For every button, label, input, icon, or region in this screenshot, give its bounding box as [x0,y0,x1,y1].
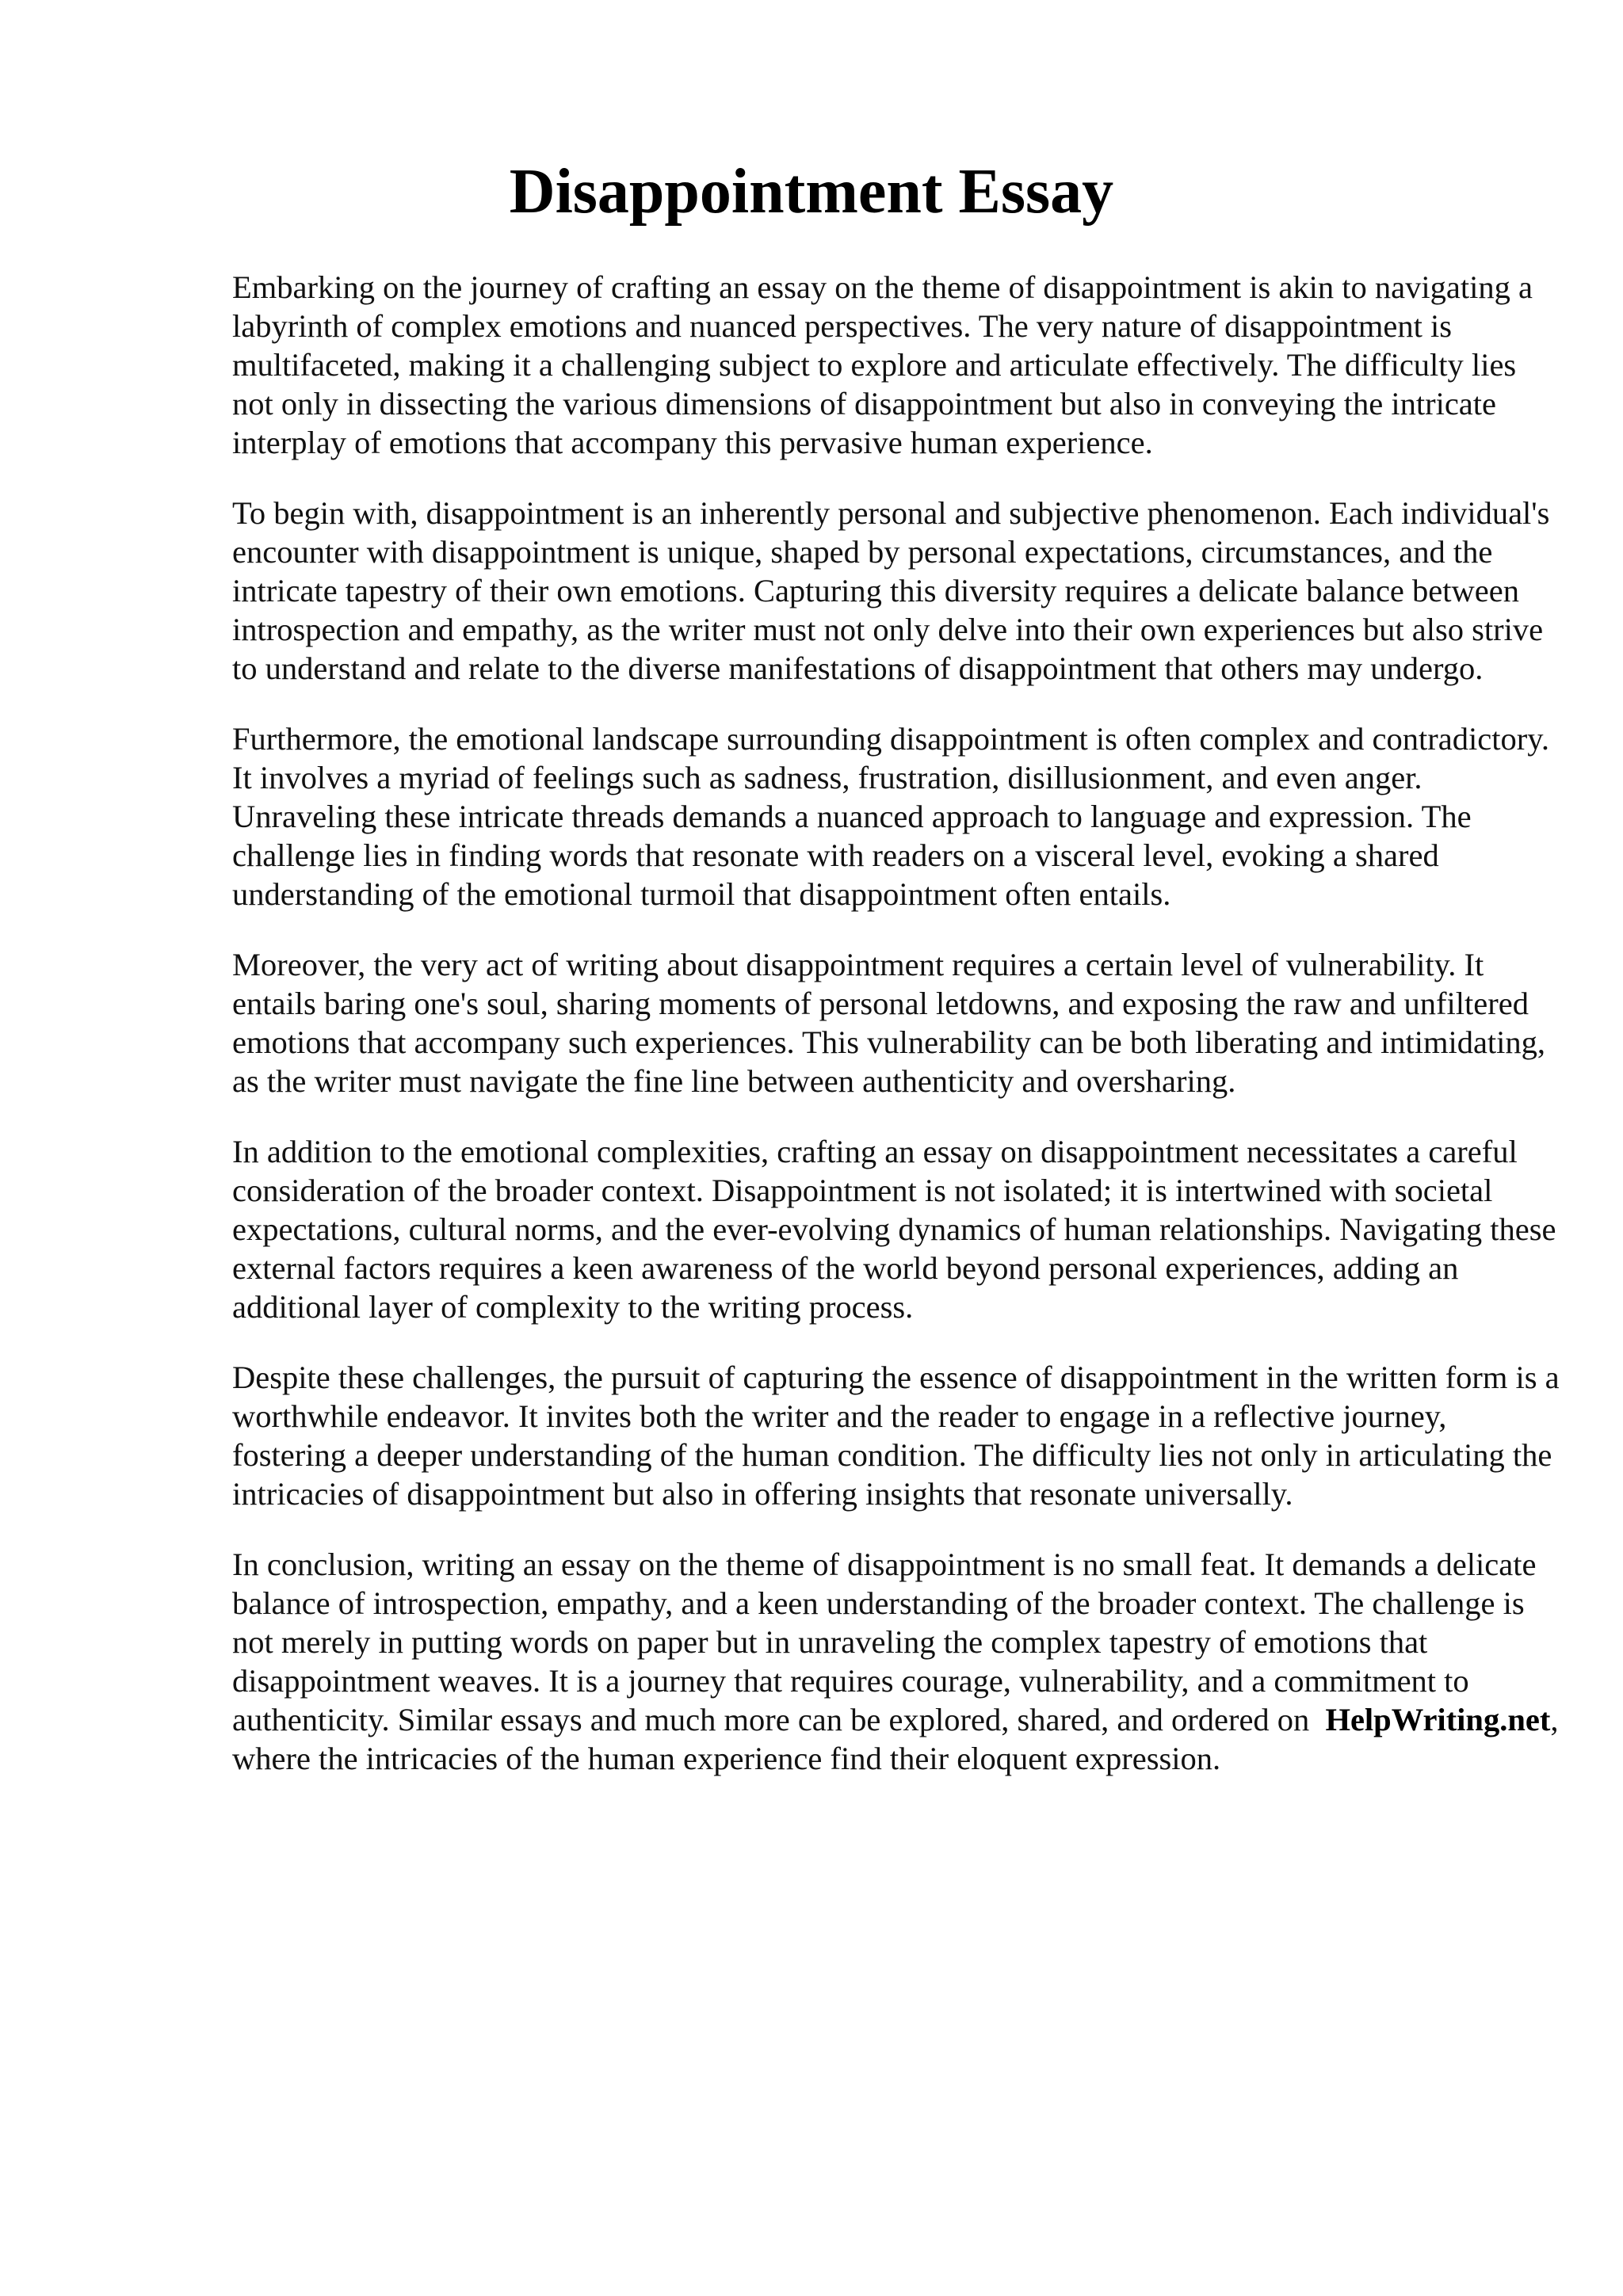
conclusion-text-after-link: , where the intricacies of the human experience find their eloquent expression. [232,1702,1559,1776]
paragraph-1: Embarking on the journey of crafting an essay on the theme of disappointment is akin to navigating a labyrinth of complex emotions and nuanced perspectives. The very nature of disappointment is multifaceted, making it a challenging subject to explore and articulate effectively. The difficulty lies not only in dissecting the various dimensions of disappointment but also in conveying the intricate interplay of emotions that accompany this pervasive human experience. [232,269,1533,460]
paragraph-6: Despite these challenges, the pursuit of capturing the essence of disappointment in the written form is a worthwhile endeavor. It invites both the writer and the reader to engage in a reflective journey, fostering a deeper understanding of the human condition. The difficulty lies not only in articulating the intricacies of disappointment but also in offering insights that resonate universally. [232,1360,1560,1512]
paragraph-5: In addition to the emotional complexities, crafting an essay on disappointment necessitates a careful consideration of the broader context. Disappointment is not isolated; it is intertwined with societal expectations, cultural norms, and the ever-evolving dynamics of human relationships. Navigating these external factors requires a keen awareness of the world beyond personal experiences, adding an additional layer of complexity to the writing process. [232,1134,1556,1325]
helpwriting-link[interactable]: HelpWriting.net [1325,1702,1551,1737]
paragraph-3: Furthermore, the emotional landscape surrounding disappointment is often complex and contradictory. It involves a myriad of feelings such as sadness, frustration, disillusionment, and even anger. Unraveling these intricate threads demands a nuanced approach to language and expression. The challenge lies in finding words that resonate with readers on a visceral level, evoking a shared understanding of the emotional turmoil that disappointment often entails. [232,721,1549,912]
paragraph-conclusion [232,1545,1564,1778]
essay-title: Disappointment Essay [509,157,1114,227]
conclusion-text-before-link: In conclusion, writing an essay on the theme of disappointment is no small feat. It demands a delicate balance of introspection, empathy, and a keen understanding of the broader context. The challenge is not merely in putting words on paper but in unraveling the complex tapestry of emotions that disappointment weaves. It is a journey that requires courage, vulnerability, and a commitment to authenticity. Similar essays and much more can be explored, shared, and ordered on [232,1547,1537,1737]
paragraph-4: Moreover, the very act of writing about disappointment requires a certain level of vulnerability. It entails baring one's soul, sharing moments of personal letdowns, and exposing the raw and unfiltered emotions that accompany such experiences. This vulnerability can be both liberating and intimidating, as the writer must navigate the fine line between authenticity and oversharing. [232,947,1546,1099]
paragraph-2: To begin with, disappointment is an inherently personal and subjective phenomenon. Each individual's encounter with disappointment is unique, shaped by personal expectations, circumstances, and the intricate tapestry of their own emotions. Capturing this diversity requires a delicate balance between introspection and empathy, as the writer must not only delve into their own experiences but also strive to understand and relate to the diverse manifestations of disappointment that others may undergo. [232,495,1550,686]
essay-body [232,268,1564,1778]
